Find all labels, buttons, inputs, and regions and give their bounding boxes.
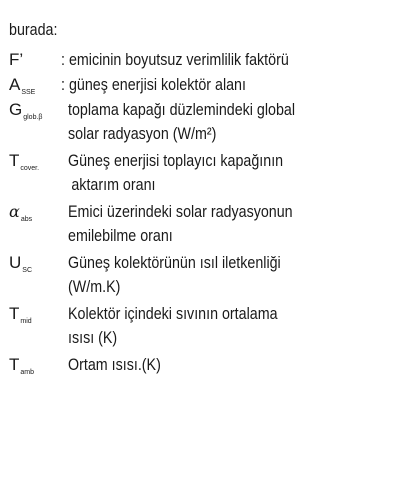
- symbol-subscript: abs: [20, 216, 33, 223]
- symbol-subscript: SSE: [21, 89, 36, 96]
- definition-line-text: emicinin boyutsuz verimlilik faktörü: [68, 50, 289, 69]
- definition-symbol: [9, 353, 59, 377]
- symbol-subscript: mid: [20, 318, 32, 325]
- definition-line-text: Güneş enerjisi toplayıcı kapağının: [68, 151, 284, 170]
- definition-line-text: toplama kapağı düzlemindeki global: [68, 100, 296, 119]
- definition-description: [68, 251, 281, 299]
- definition-separator: :: [61, 50, 65, 69]
- definition-symbol: [9, 98, 59, 122]
- definition-description: [68, 149, 283, 197]
- symbol-main: U: [9, 253, 22, 272]
- definition-line-text: Ortam ısısı.(K): [68, 355, 161, 374]
- definition-line-text: (W/m.K): [68, 277, 121, 296]
- definition-line-text: Kolektör içindeki sıvının ortalama: [68, 304, 278, 323]
- definition-line-text: solar radyasyon (W/m²): [68, 124, 217, 143]
- definition-line: [61, 48, 289, 72]
- definition-line-text: Güneş kolektörünün ısıl iletkenliği: [68, 253, 281, 272]
- symbol-main: F’: [9, 50, 24, 69]
- definition-symbol: [9, 149, 59, 173]
- definition-separator: :: [61, 75, 65, 94]
- definition-line-text: güneş enerjisi kolektör alanı: [68, 75, 246, 94]
- symbol-subscript: cover.: [20, 165, 40, 172]
- symbol-subscript: SC: [22, 267, 33, 274]
- definition-line-text: ısısı (K): [68, 328, 118, 347]
- symbol-main: G: [9, 100, 23, 119]
- symbol-subscript: amb: [20, 369, 35, 376]
- definition-description: [61, 73, 246, 97]
- symbol-main: α: [9, 202, 20, 221]
- symbol-main: T: [9, 355, 20, 374]
- intro-text: burada:: [9, 20, 58, 39]
- definition-description: [68, 98, 295, 146]
- definition-description: [68, 200, 293, 248]
- definition-symbol: [9, 73, 59, 97]
- definition-symbol: [9, 200, 59, 224]
- symbol-main: T: [9, 304, 20, 323]
- definition-line-text: Emici üzerindeki solar radyasyonun: [68, 202, 293, 221]
- definition-symbol: [9, 302, 59, 326]
- symbol-subscript: glob.β: [23, 114, 43, 121]
- definition-description: [61, 48, 289, 72]
- definition-description: [68, 302, 278, 350]
- symbol-main: A: [9, 75, 21, 94]
- definition-symbol: [9, 251, 59, 275]
- definition-line: [61, 73, 246, 97]
- definition-line-text: emilebilme oranı: [68, 226, 173, 245]
- definition-line-text: aktarım oranı: [71, 175, 156, 194]
- symbol-main: T: [9, 151, 20, 170]
- definition-description: [68, 353, 161, 377]
- definition-symbol: [9, 48, 59, 72]
